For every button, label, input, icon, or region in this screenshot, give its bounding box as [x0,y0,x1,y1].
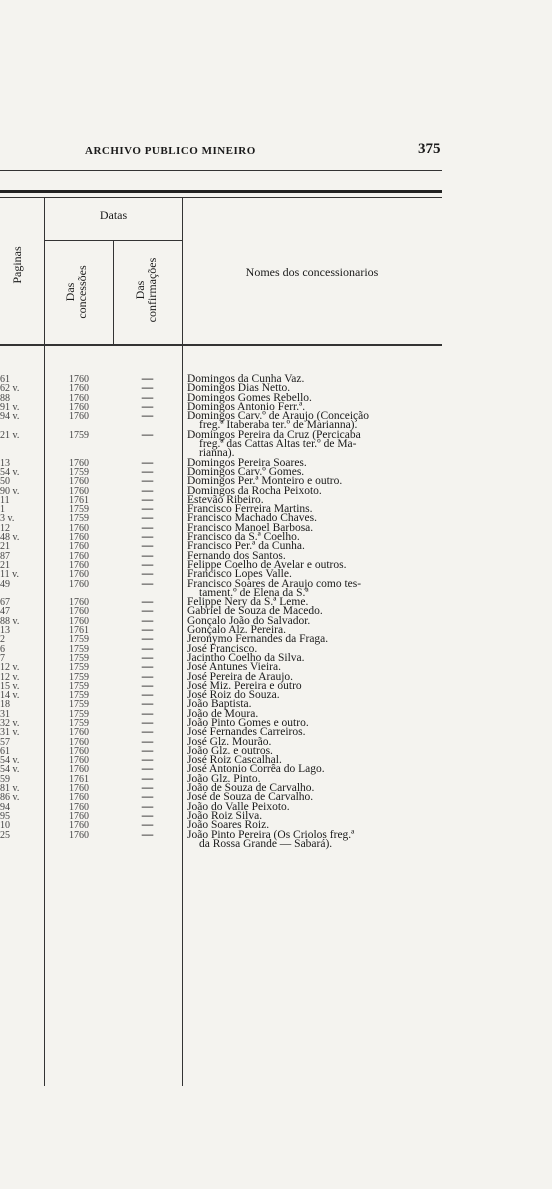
row-concessao-year: 1760 [69,727,89,739]
row-confirmacao: — [141,484,154,497]
row-concessao-year: 1760 [69,457,89,469]
row-pagina: 13 [0,625,10,637]
row-concessionario-name: João Soares Roiz. [187,819,270,832]
row-concessionario-name: Domingos Pereira Soares. [187,456,307,469]
row-pagina: 62 v. [0,383,20,395]
row-concessao-year: 1760 [69,392,89,404]
row-concessionario-name: José Francisco. [187,642,258,655]
row-concessionario-name: Francisco Ferreira Martins. [187,503,313,516]
row-concessionario-name: Gonçalo João do Salvador. [187,614,311,627]
row-concessao-year: 1760 [69,755,89,767]
row-concessao-year: 1759 [69,690,89,702]
row-concessionario-name: Jacintho Coelho da Silva. [187,651,305,664]
table-row [0,428,450,460]
row-concessao-year: 1760 [69,383,89,395]
row-confirmacao: — [141,382,154,395]
row-concessionario-name: Domingos Carv.º de Araujo (Conceição [187,410,369,423]
row-confirmacao: — [141,661,154,674]
row-pagina: 32 v. [0,717,20,729]
row-concessao-year: 1759 [69,504,89,516]
row-pagina: 81 v. [0,783,20,795]
row-confirmacao: — [141,596,154,609]
row-concessao-year: 1760 [69,374,89,385]
row-pagina: 49 [0,578,10,590]
row-pagina: 61 [0,374,10,385]
row-pagina: 88 v. [0,615,20,627]
row-pagina: 31 v. [0,727,20,739]
row-confirmacao: — [141,568,154,581]
row-confirmacao: — [141,782,154,795]
row-pagina: 67 [0,597,10,609]
row-confirmacao: — [141,428,154,441]
row-pagina: 1 [0,504,5,516]
row-concessao-year: 1760 [69,559,89,571]
row-concessao-year: 1760 [69,736,89,748]
row-pagina: 31 [0,708,10,720]
row-confirmacao: — [141,633,154,646]
table-top-rule [0,190,442,193]
row-confirmacao: — [141,707,154,720]
row-concessionario-name: José Pereira de Araujo. [187,670,294,683]
row-concessionario-name: José Roiz Cascalhal. [187,754,282,767]
row-pagina: 94 v. [0,411,20,423]
row-concessao-year: 1759 [69,429,89,441]
row-pagina: 12 v. [0,671,20,683]
row-pagina: 10 [0,820,10,832]
row-concessao-year: 1760 [69,745,89,757]
row-concessao-year: 1760 [69,578,89,590]
row-concessionario-name: João do Valle Peixoto. [187,800,290,813]
row-confirmacao: — [141,540,154,553]
row-concessao-year: 1760 [69,810,89,822]
row-pagina: 15 v. [0,680,20,692]
row-concessionario-name: Felippe Coelho de Avelar e outros. [187,558,347,571]
row-concessionario-name: Francisco Machado Chaves. [187,512,317,525]
row-confirmacao: — [141,493,154,506]
row-confirmacao: — [141,828,154,841]
row-concessionario-name: João de Moura. [187,707,259,720]
table-body [0,375,450,849]
row-concessionario-name: freg.ª Itaberaba ter.º de Marianna). [199,419,358,432]
column-header-paginas: Paginas [10,246,24,284]
row-concessionario-name: da Rossa Grande — Sabará). [199,837,333,850]
row-pagina: 95 [0,810,10,822]
row-concessionario-name: Felippe Nery da S.ª Leme. [187,596,309,609]
row-confirmacao: — [141,800,154,813]
row-pagina: 12 v. [0,662,20,674]
row-pagina: 59 [0,773,10,785]
row-pagina: 57 [0,736,10,748]
row-concessionario-name: Francisco Lopes Valle. [187,568,292,581]
row-pagina: 11 v. [0,569,19,581]
header-rule [0,170,442,171]
table-row [0,828,450,850]
row-concessionario-name: José Fernandes Carreiros. [187,726,306,739]
row-concessao-year: 1760 [69,522,89,534]
row-confirmacao: — [141,465,154,478]
column-header-confirmacoes: Das confirmações [133,257,159,323]
table-top-rule-inner [0,197,442,198]
row-pagina: 90 v. [0,485,20,497]
row-concessao-year: 1759 [69,717,89,729]
row-concessao-year: 1759 [69,634,89,646]
row-pagina: 7 [0,652,5,664]
row-concessao-year: 1759 [69,466,89,478]
row-confirmacao: — [141,698,154,711]
row-concessionario-name: freg.ª das Cattas Altas ter.º de Ma- [199,438,357,451]
row-confirmacao: — [141,642,154,655]
row-concessao-year: 1760 [69,485,89,497]
column-header-concessoes: Das concessões [63,265,89,319]
row-pagina: 91 v. [0,401,20,413]
row-pagina: 54 v. [0,764,20,776]
row-concessao-year: 1760 [69,532,89,544]
row-pagina: 2 [0,634,5,646]
row-concessionario-name: João Baptista. [187,698,252,711]
row-concessao-year: 1759 [69,643,89,655]
row-concessionario-name: Estevão Ribeiro. [187,493,264,506]
row-confirmacao: — [141,624,154,637]
row-pagina: 54 v. [0,755,20,767]
row-confirmacao: — [141,772,154,785]
row-confirmacao: — [141,558,154,571]
row-concessionario-name: José Roiz do Souza. [187,689,280,702]
row-concessao-year: 1761 [69,625,89,637]
row-concessionario-name: João Pinto Gomes e outro. [187,716,309,729]
row-concessionario-name: José de Souza de Carvalho. [187,791,314,804]
row-confirmacao: — [141,763,154,776]
row-confirmacao: — [141,819,154,832]
row-pagina: 86 v. [0,792,20,804]
row-concessionario-name: Domingos Gomes Rebello. [187,391,312,404]
row-confirmacao: — [141,531,154,544]
row-pagina: 87 [0,550,10,562]
row-concessionario-name: tament.º de Elena da S.ª [199,586,309,599]
row-confirmacao: — [141,400,154,413]
row-concessionario-name: Jeronymo Fernandes da Fraga. [187,633,329,646]
row-pagina: 21 [0,541,10,553]
row-concessao-year: 1760 [69,541,89,553]
row-concessionario-name: José Glz. Mourão. [187,735,272,748]
row-concessionario-name: Domingos Dias Netto. [187,382,291,395]
row-concessionario-name: Francisco Per.ª da Cunha. [187,540,305,553]
row-concessao-year: 1759 [69,513,89,525]
row-concessionario-name: Fernando dos Santos. [187,549,286,562]
row-concessionario-name: Domingos Pereira da Cruz (Percicaba [187,428,361,441]
row-pagina: 61 [0,745,10,757]
row-concessionario-name: Domingos Antonio Ferr.ª. [187,400,306,413]
column-header-nomes: Nomes dos concessionarios [245,265,379,279]
row-concessao-year: 1760 [69,597,89,609]
row-pagina: 47 [0,606,10,618]
row-concessionario-name: Francisco Manoel Barbosa. [187,521,314,534]
row-concessao-year: 1760 [69,606,89,618]
row-pagina: 12 [0,522,10,534]
row-concessionario-name: João Glz. e outros. [187,744,273,757]
row-concessao-year: 1760 [69,411,89,423]
row-pagina: 94 [0,801,10,813]
row-concessionario-name: João Pinto Pereira (Os Criolos freg.ª [187,828,355,841]
row-pagina: 18 [0,699,10,711]
row-confirmacao: — [141,521,154,534]
row-confirmacao: — [141,614,154,627]
row-confirmacao: — [141,512,154,525]
row-concessao-year: 1760 [69,801,89,813]
row-confirmacao: — [141,373,154,385]
row-concessionario-name: José Antonio Corrêa do Lago. [187,763,325,776]
row-confirmacao: — [141,577,154,590]
row-concessao-year: 1759 [69,671,89,683]
row-concessao-year: 1761 [69,494,89,506]
row-concessionario-name: Domingos da Cunha Vaz. [187,373,305,385]
page-header-title: ARCHIVO PUBLICO MINEIRO [85,145,256,157]
row-confirmacao: — [141,679,154,692]
row-confirmacao: — [141,744,154,757]
row-concessao-year: 1759 [69,662,89,674]
row-pagina: 54 v. [0,466,20,478]
row-concessionario-name: Francisco da S.ª Coelho. [187,531,300,544]
row-concessionario-name: Gabriel de Souza de Macedo. [187,605,323,618]
row-concessionario-name: Domingos Carv.º Gomes. [187,465,305,478]
row-pagina: 14 v. [0,690,20,702]
column-divider-datas [113,240,114,344]
row-concessao-year: 1760 [69,829,89,841]
row-confirmacao: — [141,651,154,664]
row-concessionario-name: rianna). [199,447,235,460]
row-pagina: 88 [0,392,10,404]
row-confirmacao: — [141,456,154,469]
row-concessao-year: 1760 [69,569,89,581]
row-concessao-year: 1760 [69,550,89,562]
row-concessionario-name: Gonçalo Alz. Pereira. [187,624,286,637]
row-confirmacao: — [141,503,154,516]
row-confirmacao: — [141,754,154,767]
row-pagina: 13 [0,457,10,469]
row-pagina: 3 v. [0,513,15,525]
row-concessao-year: 1760 [69,476,89,488]
row-confirmacao: — [141,726,154,739]
row-confirmacao: — [141,410,154,423]
page-number: 375 [418,141,441,157]
table-row [0,412,450,431]
row-concessionario-name: Francisco Soares de Araujo como tes- [187,577,362,590]
row-concessionario-name: José Antunes Vieira. [187,661,281,674]
row-pagina: 25 [0,829,10,841]
row-concessionario-name: João Roiz Silva. [187,809,263,822]
row-concessao-year: 1760 [69,783,89,795]
row-confirmacao: — [141,670,154,683]
row-concessao-year: 1759 [69,699,89,711]
row-confirmacao: — [141,735,154,748]
row-confirmacao: — [141,549,154,562]
row-concessao-year: 1759 [69,652,89,664]
row-pagina: 48 v. [0,532,20,544]
row-concessao-year: 1761 [69,773,89,785]
row-concessao-year: 1760 [69,820,89,832]
datas-subheader-rule [45,240,182,241]
row-concessao-year: 1760 [69,615,89,627]
header-bottom-rule [0,344,442,346]
row-confirmacao: — [141,475,154,488]
row-concessao-year: 1759 [69,680,89,692]
row-concessao-year: 1759 [69,708,89,720]
row-pagina: 21 v. [0,429,20,441]
row-concessionario-name: Domingos Per.ª Monteiro e outro. [187,475,343,488]
column-group-datas: Datas [99,208,128,222]
row-pagina: 11 [0,494,10,506]
row-concessionario-name: João Glz. Pinto. [187,772,261,785]
row-concessionario-name: Domingos da Rocha Peixoto. [187,484,322,497]
row-pagina: 21 [0,559,10,571]
row-concessao-year: 1760 [69,792,89,804]
row-concessao-year: 1760 [69,401,89,413]
row-confirmacao: — [141,716,154,729]
row-pagina: 50 [0,476,10,488]
row-confirmacao: — [141,689,154,702]
row-pagina: 6 [0,643,5,655]
row-concessao-year: 1760 [69,764,89,776]
row-confirmacao: — [141,605,154,618]
row-confirmacao: — [141,809,154,822]
row-concessionario-name: João de Souza de Carvalho. [187,782,315,795]
row-concessionario-name: José Miz. Pereira e outro [187,679,302,692]
row-confirmacao: — [141,791,154,804]
row-confirmacao: — [141,391,154,404]
